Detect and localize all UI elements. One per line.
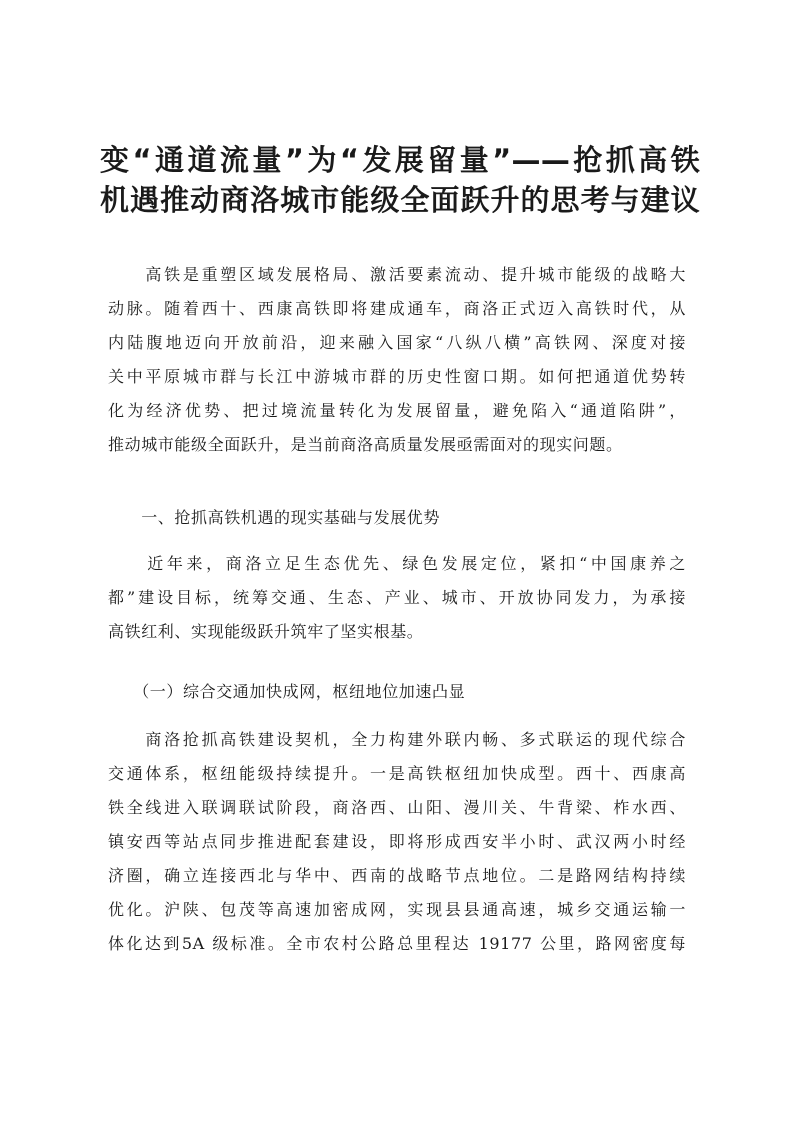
subsection-1-paragraph <box>108 723 686 961</box>
paragraph-line: 关中平原城市群与长江中游城市群的历史性窗口期。如何把通道优势转 <box>108 367 686 386</box>
document-title <box>100 140 700 220</box>
paragraph-line: 镇安西等站点同步推进配套建设，即将形成西安半小时、武汉两小时经 <box>108 832 686 851</box>
heading-line: （一）综合交通加快成网，枢纽地位加速凸显 <box>108 682 466 701</box>
paragraph-line: 优化。沪陕、包茂等高速加密成网，实现县县通高速，城乡交通运输一 <box>108 900 686 919</box>
paragraph-line: 近年来，商洛立足生态优先、绿色发展定位，紧扣“中国康养之 <box>108 554 686 573</box>
paragraph-line: 化为经济优势、把过境流量转化为发展留量，避免陷入“通道陷阱”， <box>108 401 686 420</box>
paragraph-line: 高铁是重塑区域发展格局、激活要素流动、提升城市能级的战略大 <box>108 265 686 284</box>
paragraph-line: 体化达到5A 级标准。全市农村公路总里程达 19177 公里，路网密度每 <box>108 934 686 953</box>
section-1-paragraph <box>108 547 686 649</box>
paragraph-line: 高铁红利、实现能级跃升筑牢了坚实根基。 <box>108 622 424 641</box>
paragraph-line: 都”建设目标，统筹交通、生态、产业、城市、开放协同发力，为承接 <box>108 588 686 607</box>
title-line-2: 机遇推动商洛城市能级全面跃升的思考与建议 <box>100 183 700 217</box>
heading-line: 一、抢抓高铁机遇的现实基础与发展优势 <box>108 508 441 527</box>
title-line-1: 变“通道流量”为“发展留量”——抢抓高铁 <box>100 143 700 177</box>
paragraph-line: 交通体系，枢纽能级持续提升。一是高铁枢纽加快成型。西十、西康高 <box>108 764 686 783</box>
paragraph-line: 动脉。随着西十、西康高铁即将建成通车，商洛正式迈入高铁时代，从 <box>108 299 686 318</box>
section-1-heading <box>108 501 686 535</box>
paragraph-line: 铁全线进入联调联试阶段，商洛西、山阳、漫川关、牛背梁、柞水西、 <box>108 798 686 817</box>
paragraph-line: 内陆腹地迈向开放前沿，迎来融入国家“八纵八横”高铁网、深度对接 <box>108 333 686 352</box>
subsection-1-heading <box>108 675 686 709</box>
paragraph-line: 推动城市能级全面跃升，是当前商洛高质量发展亟需面对的现实问题。 <box>108 435 623 454</box>
paragraph-line: 商洛抢抓高铁建设契机，全力构建外联内畅、多式联运的现代综合 <box>108 730 686 749</box>
intro-paragraph <box>108 258 686 462</box>
paragraph-line: 济圈，确立连接西北与华中、西南的战略节点地位。二是路网结构持续 <box>108 866 686 885</box>
